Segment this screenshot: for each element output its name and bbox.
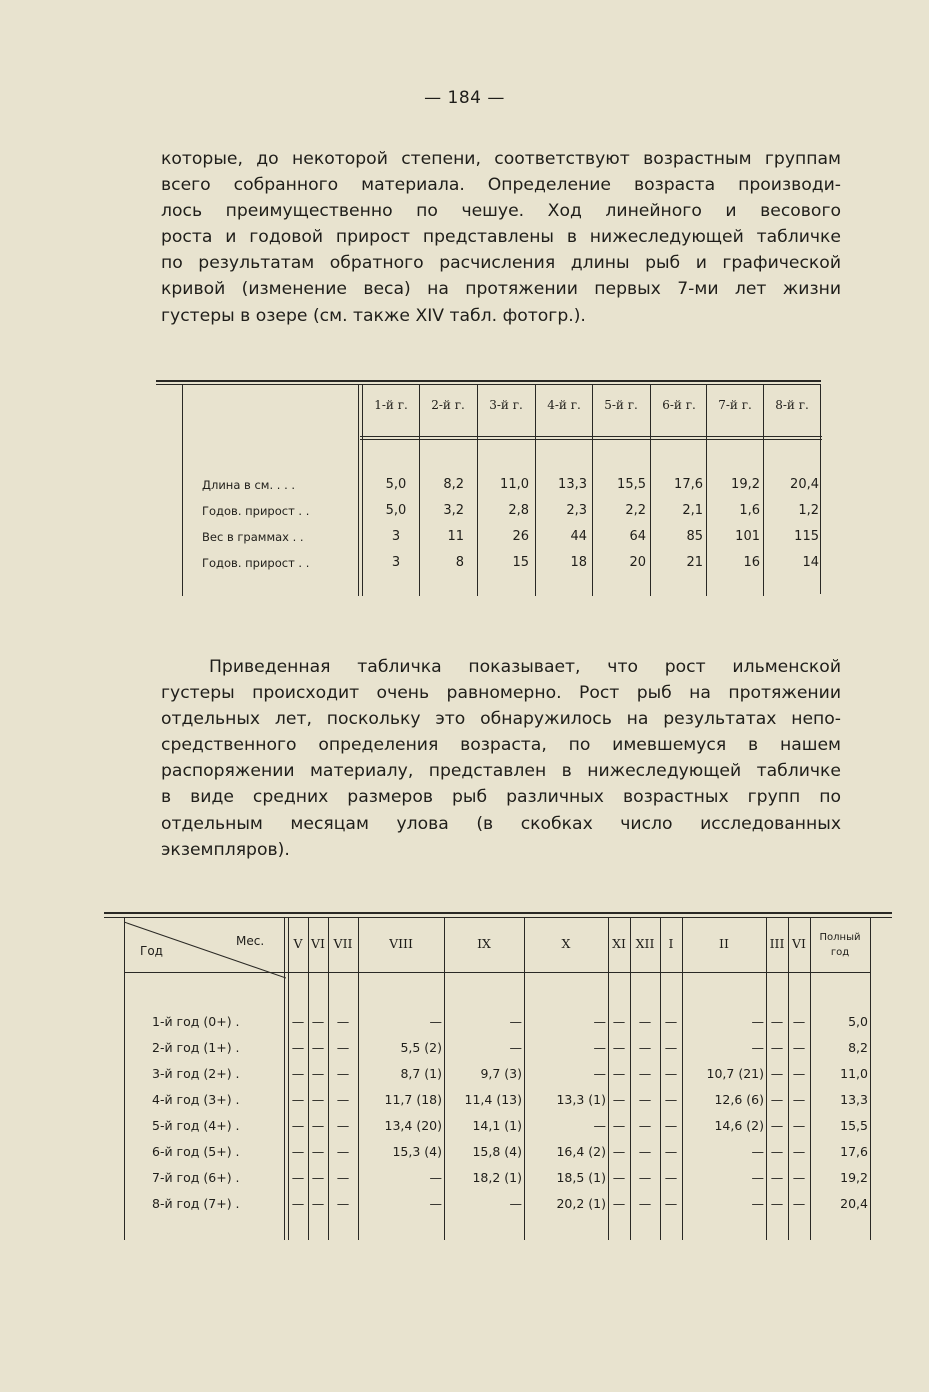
- table-cell: —: [509, 1196, 522, 1211]
- row-label: Длина в см. . . .: [202, 478, 296, 492]
- table-cell: 85: [686, 529, 703, 544]
- row-label: 2-й год (1+) .: [152, 1040, 240, 1055]
- table-cell: 101: [735, 529, 760, 544]
- column-header: 7-й г.: [718, 398, 752, 412]
- table-cell: —: [612, 1014, 626, 1029]
- monthly-size-table: [104, 910, 892, 1240]
- table-cell: —: [311, 1118, 325, 1133]
- page-number: — 184 —: [424, 88, 505, 108]
- table-cell: 18: [570, 555, 587, 570]
- table-cell: —: [792, 1170, 806, 1185]
- table-cell: 19,2: [840, 1170, 868, 1185]
- table-cell: —: [291, 1040, 305, 1055]
- table-cell: —: [311, 1014, 325, 1029]
- table-cell: —: [638, 1092, 652, 1107]
- table-rule: [156, 384, 821, 385]
- row-label: 4-й год (3+) .: [152, 1092, 240, 1107]
- table-cell: 11,0: [500, 477, 529, 492]
- row-label: 7-й год (6+) .: [152, 1170, 240, 1185]
- corner-column-label: Мес.: [236, 934, 265, 948]
- table-cell: —: [612, 1144, 626, 1159]
- table-border: [592, 384, 593, 596]
- month-header: III: [769, 936, 785, 951]
- table-cell: —: [336, 1144, 350, 1159]
- table-cell: —: [792, 1118, 806, 1133]
- table-cell: —: [770, 1118, 784, 1133]
- table-cell: —: [638, 1014, 652, 1029]
- table-cell: 8,2: [443, 477, 464, 492]
- table-cell: 11,4 (13): [464, 1092, 522, 1107]
- table-cell: —: [612, 1092, 626, 1107]
- table-rule: [360, 436, 822, 437]
- row-label: Годов. прирост . .: [202, 556, 310, 570]
- table-cell: —: [509, 1014, 522, 1029]
- table-cell: —: [638, 1066, 652, 1081]
- column-header: 6-й г.: [662, 398, 696, 412]
- row-label: 6-й год (5+) .: [152, 1144, 240, 1159]
- column-header: 3-й г.: [489, 398, 523, 412]
- table-cell: —: [429, 1196, 442, 1211]
- table-cell: 5,5 (2): [400, 1040, 442, 1055]
- table-cell: 5,0: [385, 503, 407, 518]
- table-cell: 21: [686, 555, 703, 570]
- table-cell: 15,5: [840, 1118, 868, 1133]
- table-cell: —: [664, 1092, 678, 1107]
- month-header: VIII: [389, 936, 413, 951]
- column-header: 8-й г.: [775, 398, 809, 412]
- paragraph-line: густеры в озере (см. также XIV табл. фотогр.).: [161, 305, 586, 326]
- table-cell: —: [612, 1118, 626, 1133]
- table-cell: —: [770, 1066, 784, 1081]
- table-cell: —: [751, 1170, 764, 1185]
- table-cell: —: [664, 1196, 678, 1211]
- table-cell: 18,5 (1): [556, 1170, 606, 1185]
- month-header: I: [668, 936, 674, 951]
- table-rule: [104, 917, 892, 918]
- paragraph-line: экземпляров).: [161, 839, 290, 860]
- table-cell: —: [311, 1040, 325, 1055]
- row-label: 1-й год (0+) .: [152, 1014, 240, 1029]
- table-cell: 12,6 (6): [714, 1092, 764, 1107]
- paragraph-line: отдельным месяцам улова (в скобках число исследованных: [161, 813, 841, 834]
- table-cell: 5,0: [385, 477, 407, 492]
- month-header: VI: [792, 936, 806, 951]
- paragraph-line: отдельных лет, поскольку это обнаружилось на результатах непо-: [161, 709, 841, 730]
- table-cell: —: [664, 1144, 678, 1159]
- table-cell: —: [792, 1196, 806, 1211]
- table-cell: —: [664, 1066, 678, 1081]
- paragraph-line: по результатам обратного расчисления длины рыб и графической: [161, 253, 841, 274]
- table-cell: —: [751, 1040, 764, 1055]
- paragraph-line: в виде средних размеров рыб различных возрастных групп по: [161, 787, 841, 808]
- table-cell: 11: [447, 529, 464, 544]
- table-cell: 2,1: [682, 503, 703, 518]
- table-cell: —: [792, 1014, 806, 1029]
- table-cell: —: [792, 1144, 806, 1159]
- table-cell: —: [291, 1092, 305, 1107]
- table-cell: 13,4 (20): [384, 1118, 442, 1133]
- table-cell: —: [770, 1170, 784, 1185]
- month-header: VI: [311, 936, 325, 951]
- table-cell: 14,1 (1): [472, 1118, 522, 1133]
- table-cell: —: [291, 1144, 305, 1159]
- table-cell: —: [664, 1170, 678, 1185]
- month-header: Полный год: [819, 932, 861, 958]
- table-cell: —: [664, 1014, 678, 1029]
- table-cell: 1,6: [739, 503, 760, 518]
- table-rule: [156, 380, 821, 382]
- table-cell: 20,4: [790, 477, 819, 492]
- table-cell: —: [429, 1170, 442, 1185]
- table-cell: —: [311, 1092, 325, 1107]
- table-cell: 5,0: [848, 1014, 868, 1029]
- table-cell: 13,3: [840, 1092, 868, 1107]
- table-cell: —: [612, 1066, 626, 1081]
- growth-table: [180, 376, 822, 596]
- table-cell: 13,3: [558, 477, 587, 492]
- table-cell: 15,5: [617, 477, 646, 492]
- table-cell: 2,2: [625, 503, 646, 518]
- paragraph-line: всего собранного материала. Определение возраста производи-: [161, 175, 841, 196]
- table-border: [763, 384, 764, 596]
- table-cell: 26: [512, 529, 529, 544]
- table-cell: —: [792, 1092, 806, 1107]
- table-cell: 20,4: [840, 1196, 868, 1211]
- table-cell: 64: [629, 529, 646, 544]
- table-cell: —: [311, 1144, 325, 1159]
- table-cell: 13,3 (1): [556, 1092, 606, 1107]
- table-cell: 15,3 (4): [392, 1144, 442, 1159]
- month-header: XII: [635, 936, 655, 951]
- table-cell: 20: [629, 555, 646, 570]
- table-cell: —: [751, 1196, 764, 1211]
- table-border: [820, 384, 821, 594]
- table-cell: —: [770, 1196, 784, 1211]
- table-cell: 3,2: [443, 503, 464, 518]
- table-border: [870, 918, 871, 1240]
- table-cell: —: [291, 1014, 305, 1029]
- table-border: [124, 918, 125, 1240]
- table-cell: 9,7 (3): [480, 1066, 522, 1081]
- table-cell: —: [291, 1066, 305, 1081]
- column-header: 2-й г.: [431, 398, 465, 412]
- table-cell: —: [638, 1144, 652, 1159]
- table-cell: 8,2: [848, 1040, 868, 1055]
- month-header: II: [719, 936, 729, 951]
- table-cell: —: [291, 1118, 305, 1133]
- table-cell: 11,0: [840, 1066, 868, 1081]
- table-cell: 15,8 (4): [472, 1144, 522, 1159]
- table-cell: —: [770, 1092, 784, 1107]
- table-cell: —: [336, 1066, 350, 1081]
- table-cell: —: [311, 1196, 325, 1211]
- table-cell: 17,6: [674, 477, 703, 492]
- month-header: X: [561, 936, 571, 951]
- table-cell: 1,2: [798, 503, 819, 518]
- paragraph-line: густеры происходит очень равномерно. Рост рыб на протяжении: [161, 683, 841, 704]
- table-cell: 17,6: [840, 1144, 868, 1159]
- table-border: [706, 384, 707, 596]
- column-header: 5-й г.: [604, 398, 638, 412]
- table-cell: 8,7 (1): [400, 1066, 442, 1081]
- table-cell: —: [751, 1144, 764, 1159]
- table-cell: 3: [391, 555, 401, 570]
- row-label: 3-й год (2+) .: [152, 1066, 240, 1081]
- paragraph-line: кривой (изменение веса) на протяжении первых 7-ми лет жизни: [161, 279, 841, 300]
- table-border: [182, 384, 183, 596]
- paragraph-line: роста и годовой прирост представлены в нижеследующей табличке: [161, 227, 841, 248]
- table-cell: —: [593, 1066, 606, 1081]
- table-border: [358, 384, 359, 596]
- table-cell: 44: [570, 529, 587, 544]
- table-rule: [104, 912, 892, 914]
- month-header: IX: [477, 936, 491, 951]
- table-cell: —: [638, 1170, 652, 1185]
- table-cell: —: [336, 1014, 350, 1029]
- column-header: 1-й г.: [374, 398, 408, 412]
- table-cell: —: [593, 1118, 606, 1133]
- table-cell: —: [770, 1040, 784, 1055]
- table-cell: —: [792, 1040, 806, 1055]
- table-cell: 14,6 (2): [714, 1118, 764, 1133]
- table-cell: —: [311, 1066, 325, 1081]
- month-header: VII: [333, 936, 353, 951]
- table-cell: 115: [794, 529, 819, 544]
- table-cell: 10,7 (21): [706, 1066, 764, 1081]
- table-rule: [360, 439, 822, 440]
- table-cell: —: [612, 1040, 626, 1055]
- table-cell: —: [336, 1040, 350, 1055]
- table-border: [362, 384, 363, 596]
- table-cell: —: [770, 1144, 784, 1159]
- table-cell: —: [638, 1118, 652, 1133]
- row-label: Вес в граммах . .: [202, 530, 304, 544]
- row-label: 8-й год (7+) .: [152, 1196, 240, 1211]
- table-cell: —: [792, 1066, 806, 1081]
- table-cell: —: [336, 1092, 350, 1107]
- table-cell: —: [336, 1118, 350, 1133]
- table-cell: —: [612, 1170, 626, 1185]
- paragraph-line: распоряжении материалу, представлен в нижеследующей табличке: [161, 761, 841, 782]
- table-border: [284, 918, 285, 1240]
- month-header: V: [293, 936, 303, 951]
- table-cell: —: [593, 1040, 606, 1055]
- paragraph-line: которые, до некоторой степени, соответствуют возрастным группам: [161, 149, 841, 169]
- table-cell: —: [291, 1196, 305, 1211]
- table-cell: 2,8: [508, 503, 529, 518]
- table-cell: —: [336, 1170, 350, 1185]
- table-cell: —: [291, 1170, 305, 1185]
- table-cell: 16,4 (2): [556, 1144, 606, 1159]
- paragraph-line: средственного определения возраста, по имевшемуся в нашем: [161, 735, 841, 756]
- paragraph-line: Приведенная табличка показывает, что рост ильменской: [209, 657, 841, 677]
- month-header: XI: [612, 936, 626, 951]
- table-cell: 14: [802, 555, 819, 570]
- table-cell: —: [311, 1170, 325, 1185]
- table-cell: 15: [512, 555, 529, 570]
- table-cell: —: [664, 1118, 678, 1133]
- column-header: 4-й г.: [547, 398, 581, 412]
- table-cell: —: [664, 1040, 678, 1055]
- table-cell: —: [429, 1014, 442, 1029]
- table-cell: 11,7 (18): [384, 1092, 442, 1107]
- paragraph-line: лось преимущественно по чешуе. Ход линейного и весового: [161, 201, 841, 222]
- table-cell: 2,3: [566, 503, 587, 518]
- table-cell: —: [593, 1014, 606, 1029]
- table-cell: —: [638, 1040, 652, 1055]
- table-cell: 18,2 (1): [472, 1170, 522, 1185]
- table-cell: —: [509, 1040, 522, 1055]
- row-label: 5-й год (4+) .: [152, 1118, 240, 1133]
- paragraph-2: [161, 654, 841, 863]
- table-cell: 3: [391, 529, 401, 544]
- corner-row-label: Год: [140, 944, 163, 958]
- table-cell: —: [770, 1014, 784, 1029]
- table-cell: —: [612, 1196, 626, 1211]
- table-cell: 19,2: [731, 477, 760, 492]
- table-cell: 16: [743, 555, 760, 570]
- table-cell: 8: [455, 555, 464, 570]
- table-cell: —: [336, 1196, 350, 1211]
- table-cell: 20,2 (1): [556, 1196, 606, 1211]
- paragraph-1: [161, 146, 841, 329]
- table-cell: —: [751, 1014, 764, 1029]
- table-cell: —: [638, 1196, 652, 1211]
- row-label: Годов. прирост . .: [202, 504, 310, 518]
